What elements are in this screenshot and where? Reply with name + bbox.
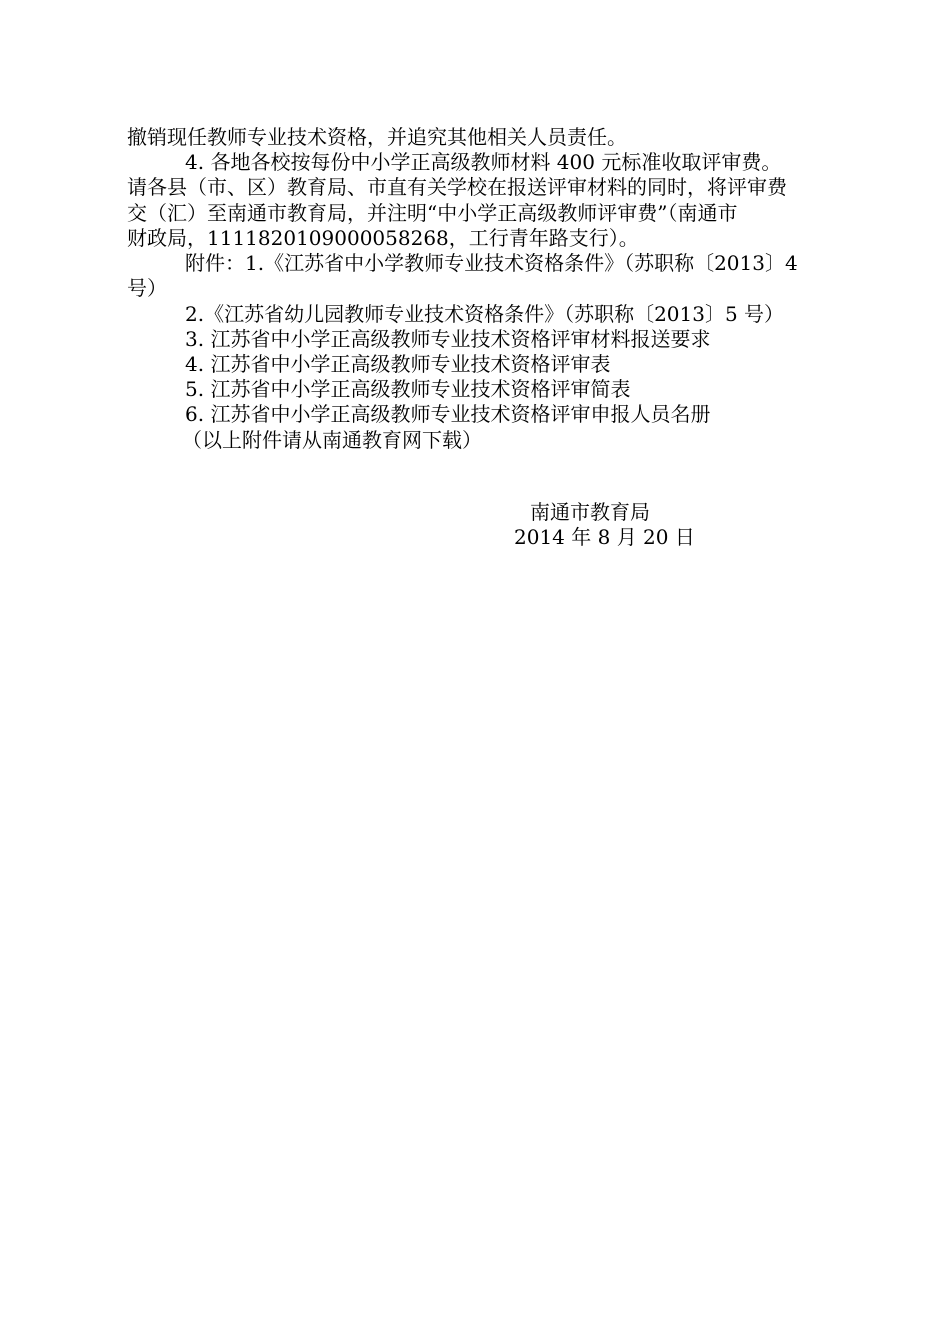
- attachment-item-3: 3. 江苏省中小学正高级教师专业技术资格评审材料报送要求: [185, 327, 711, 351]
- attachment-item-4: 4. 江苏省中小学正高级教师专业技术资格评审表: [185, 352, 611, 376]
- attachment-item-6: 6. 江苏省中小学正高级教师专业技术资格评审申报人员名册: [185, 402, 711, 426]
- paragraph-line: 交（汇）至南通市教育局，并注明“中小学正高级教师评审费”（南通市: [127, 201, 738, 225]
- attachments-note: （以上附件请从南通教育网下载）: [182, 428, 482, 452]
- signature-date: 2014 年 8 月 20 日: [514, 525, 695, 549]
- paragraph-line: 财政局，1111820109000058268，工行青年路支行）。: [127, 226, 639, 250]
- paragraph-line: 请各县（市、区）教育局、市直有关学校在报送评审材料的同时，将评审费: [127, 175, 787, 199]
- item-4-paragraph: 4. 各地各校按每份中小学正高级教师材料 400 元标准收取评审费。: [185, 150, 782, 174]
- attachment-item-5: 5. 江苏省中小学正高级教师专业技术资格评审简表: [185, 377, 631, 401]
- paragraph-line: 撤销现任教师专业技术资格，并追究其他相关人员责任。: [127, 125, 627, 149]
- signature-organization: 南通市教育局: [530, 500, 650, 524]
- paragraph-line: 号）: [127, 276, 167, 300]
- attachments-heading: 附件：1.《江苏省中小学教师专业技术资格条件》（苏职称〔2013〕4: [185, 251, 798, 275]
- attachment-item-2: 2.《江苏省幼儿园教师专业技术资格条件》（苏职称〔2013〕5 号）: [185, 302, 785, 326]
